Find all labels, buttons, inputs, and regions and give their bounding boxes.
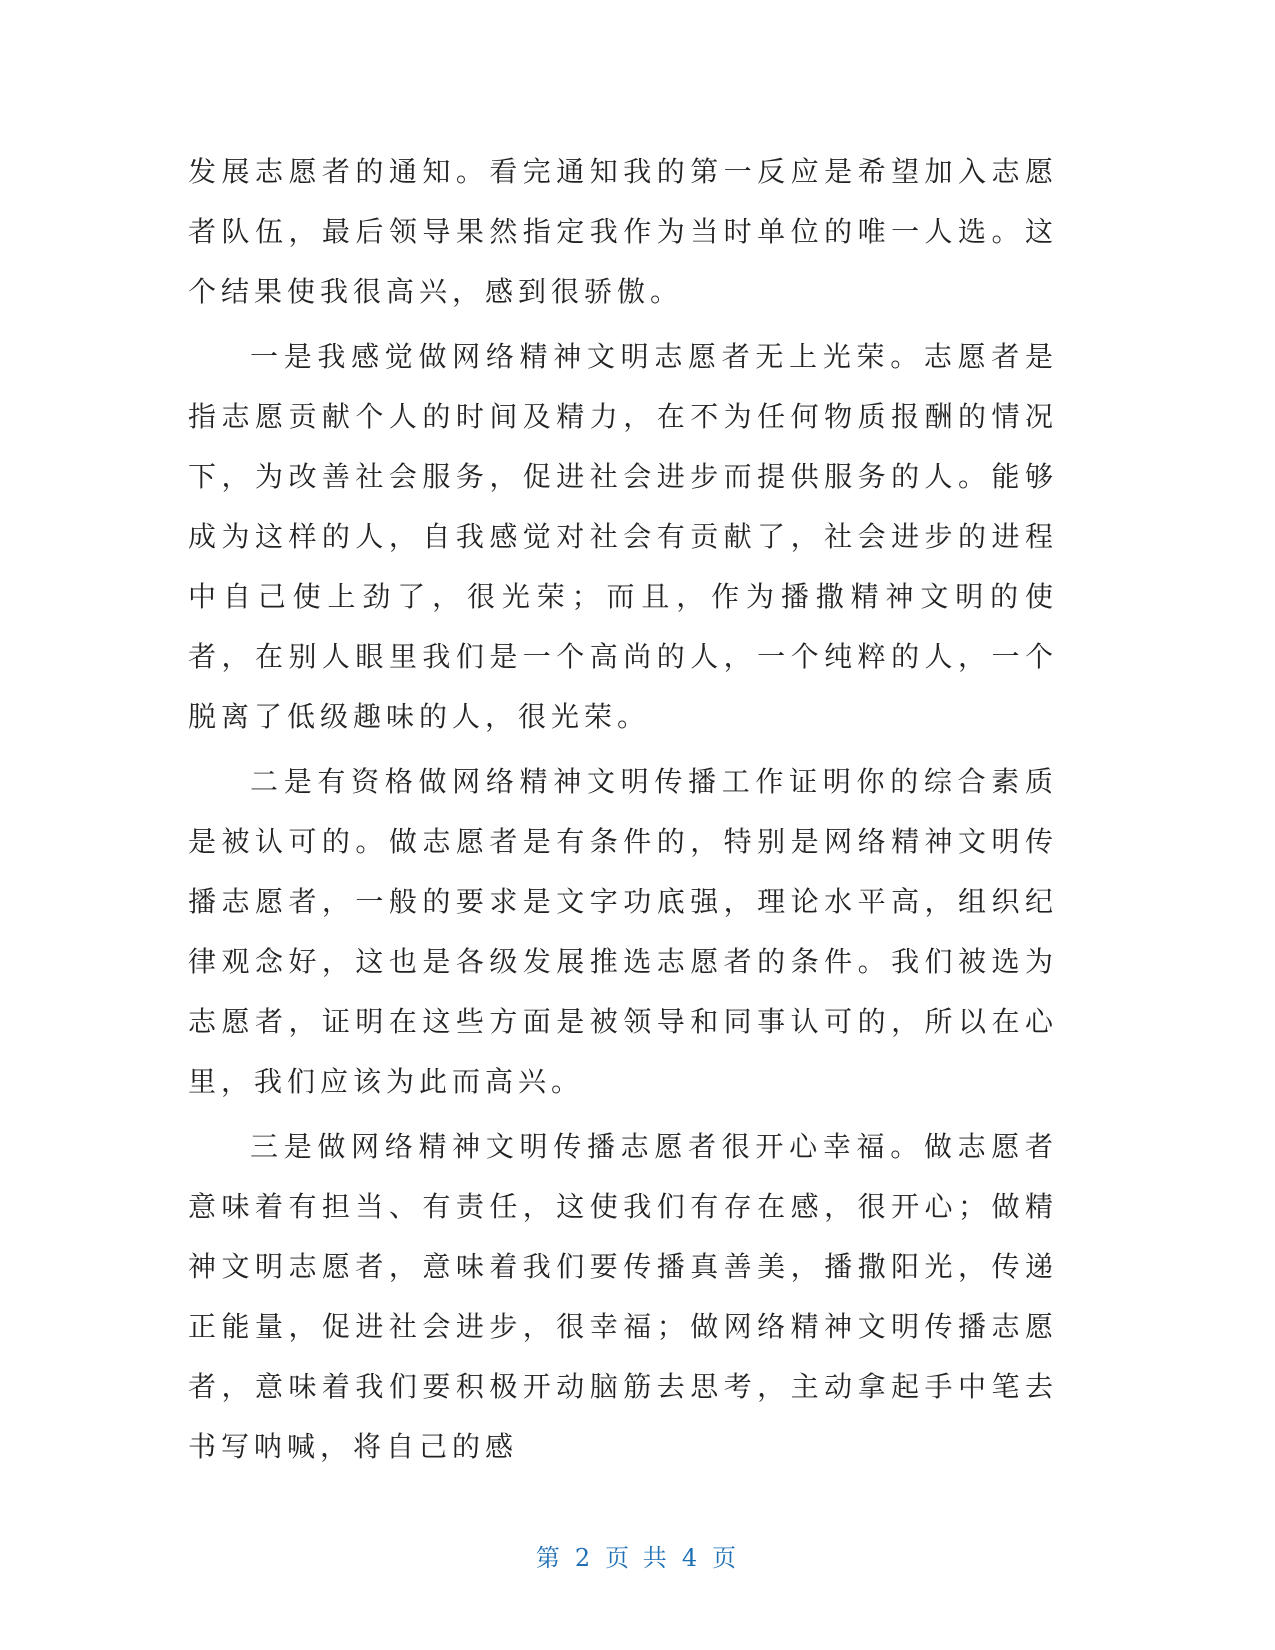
paragraph-point-three: 三是做网络精神文明传播志愿者很开心幸福。做志愿者意味着有担当、有责任，这使我们有存在感，很开心；做精神文明志愿者，意味着我们要传播真善美，播撒阳光，传递正能量，促进社会进步，很幸福；做网络精神文明传播志愿者，意味着我们要积极开动脑筋去思考，主动拿起手中笔去书写呐喊，将自己的感 (188, 1130, 1058, 1463)
page-number-footer (0, 1538, 1275, 1573)
footer-middle: 页 共 (605, 1544, 670, 1572)
paragraph-point-one: 一是我感觉做网络精神文明志愿者无上光荣。志愿者是指志愿贡献个人的时间及精力，在不为任何物质报酬的情况下，为改善社会服务，促进社会进步而提供服务的人。能够成为这样的人，自我感觉对社会有贡献了，社会进步的进程中自己使上劲了，很光荣；而且，作为播撒精神文明的使者，在别人眼里我们是一个高尚的人，一个纯粹的人，一个脱离了低级趣味的人，很光荣。 (188, 340, 1058, 733)
paragraph-point-two: 二是有资格做网络精神文明传播工作证明你的综合素质是被认可的。做志愿者是有条件的，特别是网络精神文明传播志愿者，一般的要求是文字功底强，理论水平高，组织纪律观念好，这也是各级发展推选志愿者的条件。我们被选为志愿者，证明在这些方面是被领导和同事认可的，所以在心里，我们应该为此而高兴。 (188, 765, 1058, 1098)
document-body (188, 142, 1058, 1477)
footer-total-pages: 4 (681, 1544, 701, 1572)
paragraph-continued: 发展志愿者的通知。看完通知我的第一反应是希望加入志愿者队伍，最后领导果然指定我作为当时单位的唯一人选。这个结果使我很高兴，感到很骄傲。 (188, 155, 1058, 308)
footer-current-page: 2 (574, 1544, 594, 1572)
footer-prefix: 第 (535, 1544, 563, 1572)
footer-suffix: 页 (712, 1544, 740, 1572)
